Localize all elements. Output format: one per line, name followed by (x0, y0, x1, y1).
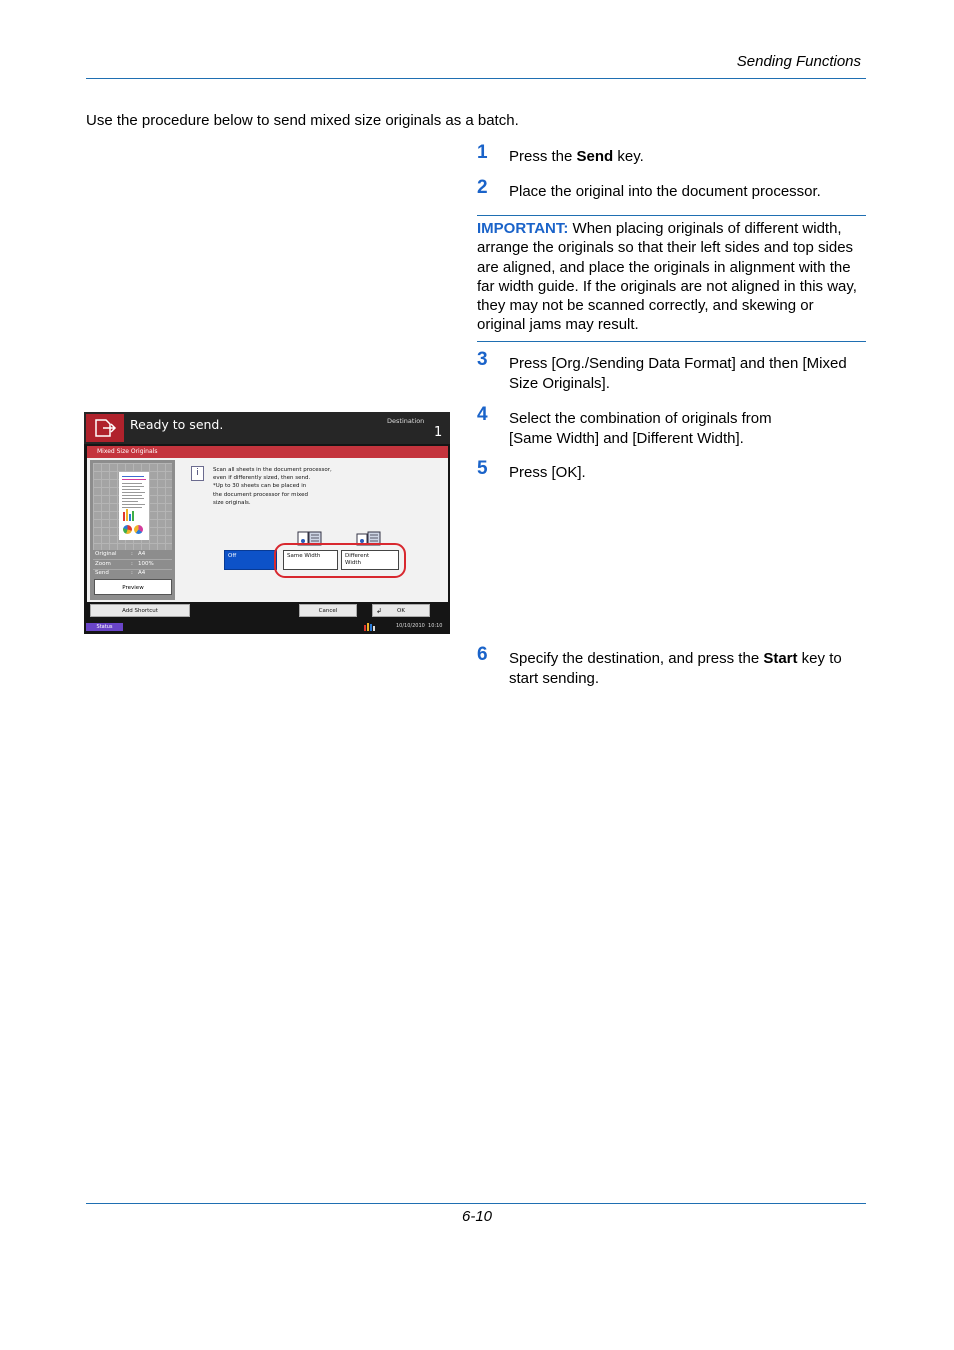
important-top-rule (477, 215, 866, 216)
info-icon: i (191, 466, 204, 481)
device-status-icon (364, 623, 376, 631)
ok-button[interactable]: ↲ OK (372, 604, 430, 617)
different-width-button[interactable]: Different Width (341, 550, 399, 570)
step-text: key to start sending. (509, 650, 842, 687)
step-number: 4 (477, 404, 488, 425)
screen-title: Mixed Size Originals (97, 448, 158, 455)
step-2 (477, 177, 869, 202)
screen-title-bar (87, 446, 448, 458)
cancel-button[interactable]: Cancel (299, 604, 357, 617)
panel-screen (87, 446, 448, 622)
step-number: 5 (477, 458, 488, 479)
step-number: 6 (477, 644, 488, 665)
page-number: 6-10 (461, 1208, 493, 1225)
step-text: [Same Width] and [Different Width]. (509, 429, 744, 447)
step-text: Select the combination of originals from (509, 410, 772, 427)
header-title: Sending Functions (736, 53, 861, 70)
step-6 (477, 644, 869, 688)
destination-label: Destination (387, 417, 425, 425)
key-name: Start (763, 650, 798, 667)
step-text: Specify the destination, and press the (509, 650, 764, 667)
step-text: Press [Org./Sending Data Format] and then [Mixed Size Originals]. (509, 355, 847, 392)
step-number: 2 (477, 177, 488, 198)
step-text: Press [OK]. (509, 464, 586, 481)
info-message: Scan all sheets in the document processor, even if differently sized, then send. *Up to 30 sheets can be placed in the document processor for mixed size originals. (213, 467, 332, 506)
step-number: 3 (477, 349, 488, 370)
step-text: key. (613, 148, 644, 165)
preview-button[interactable]: Preview (94, 579, 172, 595)
panel-bottom-bar (87, 602, 448, 622)
highlight-ring (274, 543, 406, 578)
status-message: Ready to send. (130, 417, 224, 432)
important-label: IMPORTANT: (477, 220, 569, 237)
important-bottom-rule (477, 341, 866, 342)
important-text: When placing originals of different width, arrange the originals so that their left sides and top sides are aligned, and place the originals in alignment with the far width guide. If the originals are not aligned in this way, they may not be scanned correctly, and skewing or original jams may result. (477, 220, 857, 334)
panel-topbar (84, 412, 450, 444)
setting-original: Original : A4 (95, 551, 146, 557)
step-3 (477, 349, 869, 393)
header-rule (86, 78, 866, 79)
step-1 (477, 142, 869, 167)
add-shortcut-button[interactable]: Add Shortcut (90, 604, 190, 617)
date-time: 10/10/2010 10:10 (396, 623, 443, 629)
step-text: Place the original into the document processor. (509, 183, 821, 200)
step-4 (477, 404, 869, 448)
footer-rule (86, 1203, 866, 1204)
intro-text: Use the procedure below to send mixed size originals as a batch. (86, 112, 519, 129)
step-text: Press the (509, 148, 577, 165)
step-5 (477, 458, 869, 483)
document-thumbnail (119, 472, 149, 540)
device-panel (84, 412, 450, 634)
important-note (477, 219, 866, 335)
off-button[interactable]: Off (224, 550, 277, 570)
key-name: Send (576, 148, 614, 165)
setting-send: Send : A4 (95, 570, 146, 576)
same-width-button[interactable]: Same Width (283, 550, 338, 570)
preview-area (93, 463, 172, 550)
enter-icon: ↲ (376, 607, 382, 615)
setting-zoom: Zoom : 100% (95, 561, 154, 567)
destination-count: 1 (434, 425, 443, 440)
send-icon (86, 414, 124, 442)
preview-pane (90, 460, 175, 600)
step-number: 1 (477, 142, 488, 163)
status-button[interactable]: Status (86, 623, 123, 631)
